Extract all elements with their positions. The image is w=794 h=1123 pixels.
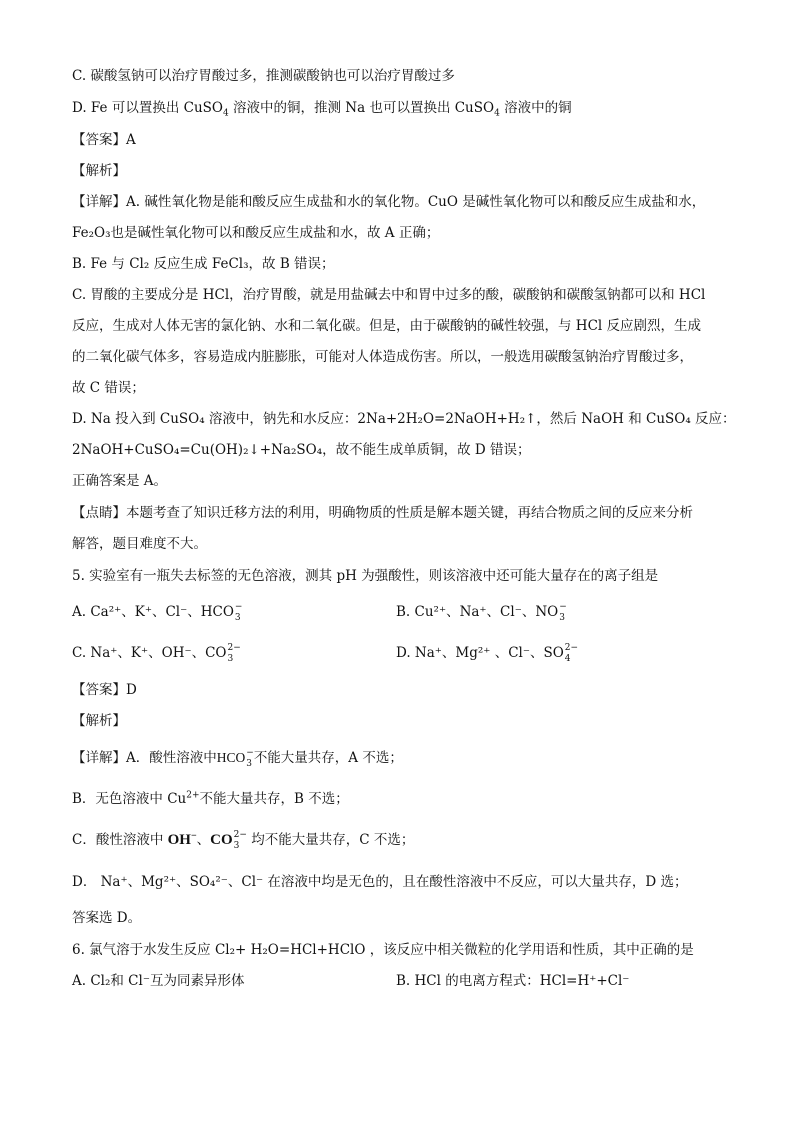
text-line: 【详解】A. 碱性氧化物是能和酸反应生成盐和水的氧化物。CuO 是碱性氧化物可以和酸反应生成盐和水， xyxy=(72,194,706,210)
text-line: C. 碳酸氢钠可以治疗胃酸过多，推测碳酸钠也可以治疗胃酸过多 xyxy=(72,68,455,84)
option-text: C. Na⁺、K⁺、OH⁻、CO xyxy=(72,645,227,661)
option-text: B. Cu²⁺、Na⁺、Cl⁻、NO xyxy=(396,604,559,620)
explain-c xyxy=(72,830,414,851)
text-span: 不能大量共存，A 不选； xyxy=(253,750,403,766)
superscript: 2− xyxy=(227,642,241,653)
subscript: 4 xyxy=(222,108,229,119)
ion-charge xyxy=(246,749,254,769)
superscript: 2− xyxy=(233,829,247,840)
subscript: 4 xyxy=(564,653,571,664)
text-span: 溶液中的铜 xyxy=(499,100,572,116)
ion-charge xyxy=(228,644,241,664)
text-line: 答案选 D。 xyxy=(72,910,142,926)
subscript: 3 xyxy=(233,840,240,851)
ion-formula: OH xyxy=(167,832,191,848)
q5-option-d xyxy=(396,643,578,664)
q5-option-a xyxy=(72,602,242,623)
superscript: − xyxy=(246,747,254,758)
q6-option-b: B. HCl 的电离方程式：HCl=H⁺+Cl⁻ xyxy=(396,973,630,989)
analysis-label: 【解析】 xyxy=(72,163,126,179)
text-line: C. 胃酸的主要成分是 HCl，治疗胃酸，就是用盐碱去中和胃中过多的酸，碳酸钠和碳酸氢钠都可以和 HCl xyxy=(72,287,706,303)
subscript: 3 xyxy=(246,758,252,769)
text-span: 【详解】A．酸性溶液中 xyxy=(72,750,217,766)
superscript: 2+ xyxy=(186,790,200,801)
superscript: 2− xyxy=(564,642,579,653)
explain-a xyxy=(72,748,403,769)
text-span: 、 xyxy=(196,832,211,848)
subscript: 4 xyxy=(494,108,500,119)
text-span: 均不能大量共存，C 不选； xyxy=(246,832,415,848)
superscript: − xyxy=(559,601,567,612)
text-line: 正确答案是 A。 xyxy=(72,473,168,489)
answer-label: 【答案】D xyxy=(72,682,137,698)
question-6: 6. 氯气溶于水发生反应 Cl₂+ H₂O=HCl+HClO ，该反应中相关微粒的化学用语和性质，其中正确的是 xyxy=(72,942,694,958)
analysis-label: 【解析】 xyxy=(72,713,126,729)
question-5: 5. 实验室有一瓶失去标签的无色溶液，测其 pH 为强酸性，则该溶液中还可能大量存在的离子组是 xyxy=(72,568,659,584)
q5-option-c xyxy=(72,643,241,664)
text-line: 反应，生成对人体无害的氯化钠、水和二氧化碳。但是，由于碳酸钠的碱性较强，与 HCl 反应剧烈，生成 xyxy=(72,318,702,334)
ion-charge xyxy=(234,831,247,851)
ion-charge xyxy=(565,644,578,664)
text-line: D. Na 投入到 CuSO₄ 溶液中，钠先和水反应：2Na+2H₂O=2NaOH+H₂↑，然后 NaOH 和 CuSO₄ 反应： xyxy=(72,411,736,427)
text-line: 的二氧化碳气体多，容易造成内脏膨胀，可能对人体造成伤害。所以，一般选用碳酸氢钠治疗胃酸过多， xyxy=(72,349,693,365)
text-line: B. Fe 与 Cl₂ 反应生成 FeCl₃，故 B 错误； xyxy=(72,256,335,272)
text-span: C．酸性溶液中 xyxy=(72,832,168,848)
explain-b xyxy=(72,789,349,809)
superscript: − xyxy=(190,830,197,842)
q5-option-b xyxy=(396,602,567,623)
text-line: 【点睛】本题考查了知识迁移方法的利用，明确物质的性质是解本题关键，再结合物质之间的反应来分析 xyxy=(72,505,693,521)
text-line: 2NaOH+CuSO₄=Cu(OH)₂↓+Na₂SO₄，故不能生成单质铜，故 D 错误； xyxy=(72,442,531,458)
q6-option-a: A. Cl₂和 Cl⁻互为同素异形体 xyxy=(72,973,245,989)
text-line: Fe₂O₃也是碱性氧化物可以和酸反应生成盐和水，故 A 正确； xyxy=(72,225,440,241)
explain-d: D． Na⁺、Mg²⁺、SO₄²⁻、Cl⁻ 在溶液中均是无色的，且在酸性溶液中不反应，可以大量共存，D 选； xyxy=(72,874,688,890)
text-span: 不能大量共存，B 不选； xyxy=(199,791,349,807)
option-text: A. Ca²⁺、K⁺、Cl⁻、HCO xyxy=(72,604,234,620)
ion-formula: CO xyxy=(210,832,233,848)
text-span: D. Fe 可以置换出 CuSO xyxy=(72,100,223,116)
subscript: 3 xyxy=(227,653,234,664)
ion-charge xyxy=(235,603,243,623)
answer-label: 【答案】A xyxy=(72,132,136,148)
text-line xyxy=(72,98,572,118)
ion-charge xyxy=(559,603,567,623)
ion-formula: HCO xyxy=(216,750,246,765)
subscript: 3 xyxy=(559,612,565,623)
superscript: − xyxy=(234,601,243,612)
text-line: 解答，题目难度不大。 xyxy=(72,536,207,552)
text-line: 故 C 错误； xyxy=(72,380,145,396)
option-text: D. Na⁺、Mg²⁺ 、Cl⁻、SO xyxy=(396,645,564,661)
text-span: 溶液中的铜，推测 Na 也可以置换出 CuSO xyxy=(228,100,495,116)
subscript: 3 xyxy=(234,612,241,623)
text-span: B．无色溶液中 Cu xyxy=(72,791,187,807)
